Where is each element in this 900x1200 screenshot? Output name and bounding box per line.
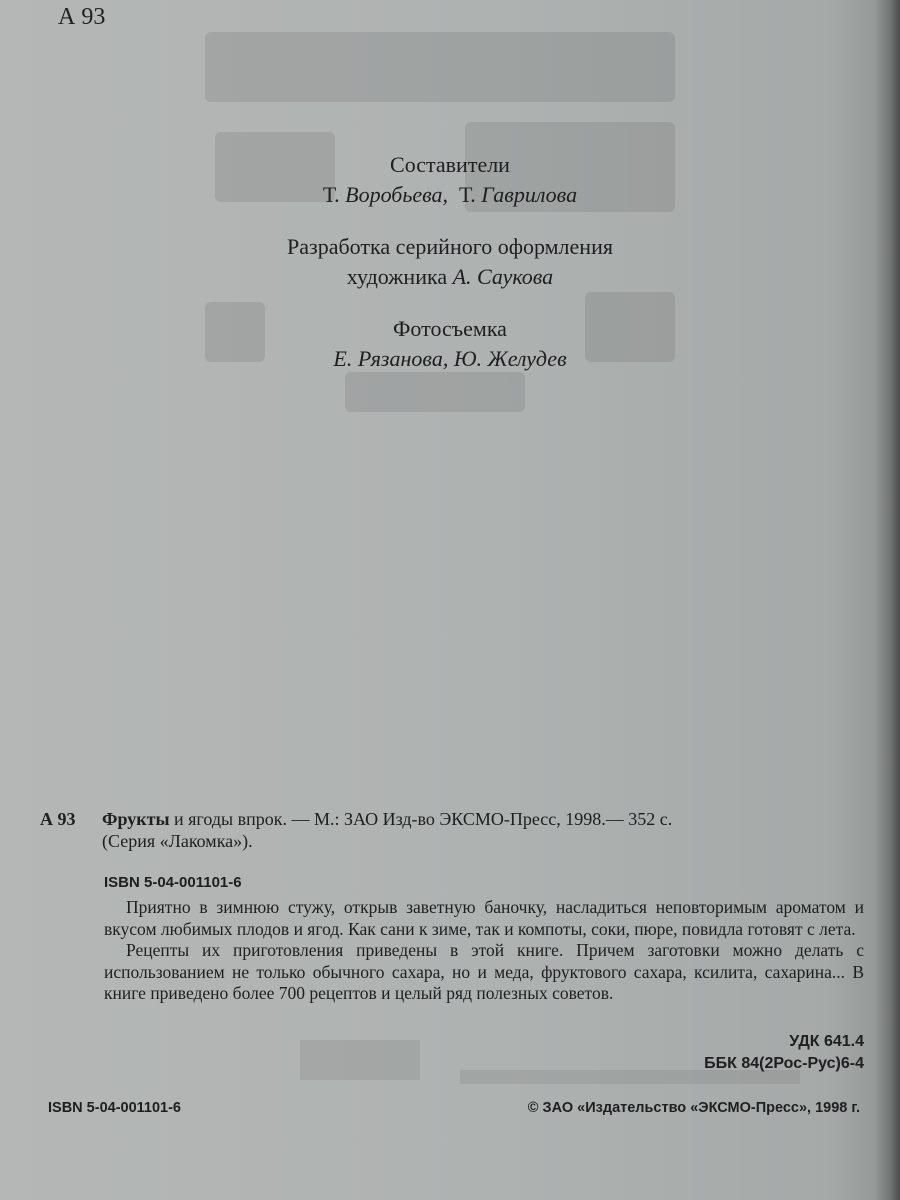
annotation-paragraph-1: Приятно в зимнюю стужу, открыв заветную баночку, насладиться неповторимым ароматом и вкусом любимых плодов и ягод. Как сани к зиме, так и компоты, соки, пюре, повидла готовят с лета.: [104, 897, 864, 939]
photo-names: Е. Рязанова, Ю. Желудев: [333, 346, 567, 371]
isbn-bottom: ISBN 5-04-001101-6: [48, 1100, 181, 1116]
design-artist: [0, 262, 900, 292]
compiler-initial-2: Т.: [459, 182, 476, 207]
credits-block: [0, 150, 900, 396]
biblio-series: (Серия «Лакомка»).: [102, 831, 253, 851]
udk-code: УДК 641.4: [789, 1033, 864, 1050]
compiler-name-1: Воробьева,: [345, 182, 449, 207]
copyright-notice: © ЗАО «Издательство «ЭКСМО-Пресс», 1998 г.: [527, 1100, 860, 1116]
classification-codes: [704, 1031, 864, 1075]
bibliographic-record: [40, 808, 870, 852]
biblio-title-row: [40, 808, 870, 830]
photo-group: [0, 314, 900, 374]
annotation: [104, 897, 864, 1005]
design-prefix: художника: [346, 264, 448, 289]
compilers-group: [0, 150, 900, 210]
compiler-initial-1: Т.: [322, 182, 340, 207]
biblio-code: А 93: [40, 809, 76, 829]
annotation-paragraph-2: Рецепты их приготовления приведены в этой книге. Причем заготовки можно делать с использованием не только обычного сахара, но и меда, фруктового сахара, ксилита, сахарина... В книге приведено более 700 рецептов и целый ряд полезных советов.: [104, 940, 864, 1003]
compiler-name-2: Гаврилова: [481, 182, 578, 207]
compilers-heading: Составители: [390, 152, 510, 177]
biblio-title-line: [102, 808, 870, 830]
isbn-top: ISBN 5-04-001101-6: [104, 874, 242, 891]
bbk-code: ББК 84(2Рос-Рус)6-4: [704, 1055, 864, 1072]
design-group: [0, 232, 900, 292]
compilers-names: [0, 180, 900, 210]
biblio-imprint: и ягоды впрок. — М.: ЗАО Изд-во ЭКСМО-Пресс, 1998.— 352 с.: [169, 809, 673, 829]
library-code: А 93: [58, 4, 106, 30]
biblio-title: Фрукты: [102, 809, 170, 829]
photo-heading: Фотосъемка: [393, 316, 507, 341]
design-heading: Разработка серийного оформления: [287, 234, 613, 259]
design-name: А. Саукова: [452, 264, 554, 289]
